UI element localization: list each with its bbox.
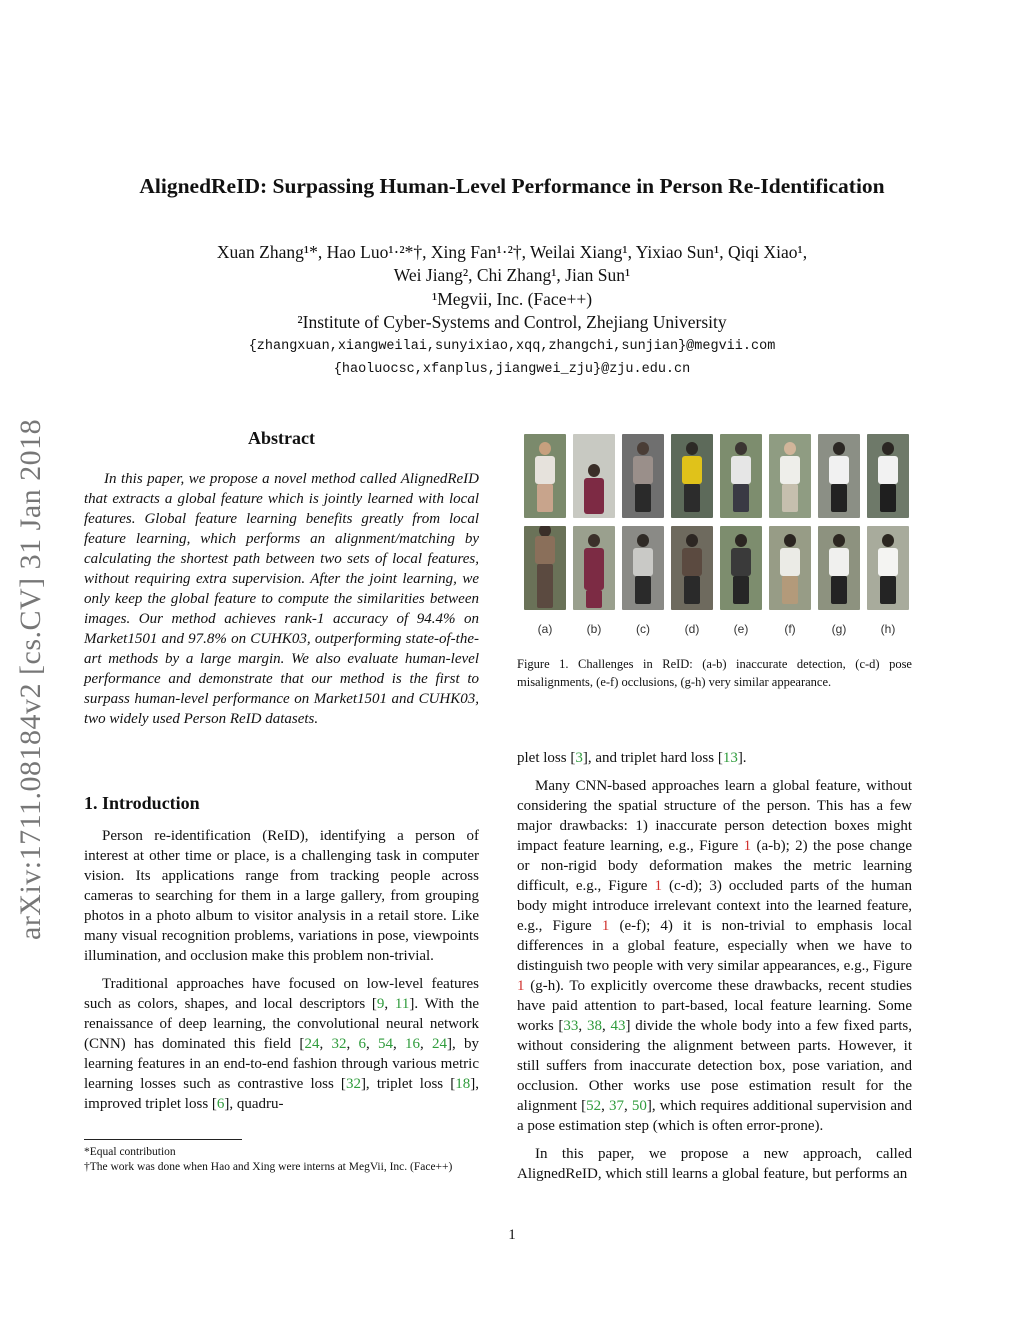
figure-reference-link[interactable]: 1: [601, 918, 610, 934]
figure-label: (b): [586, 622, 602, 636]
citation-link[interactable]: 33: [563, 1018, 579, 1034]
citation-link[interactable]: 3: [575, 750, 583, 766]
abstract-body: [84, 469, 479, 729]
person-image-a-bottom: [524, 526, 566, 610]
paper-title: AlignedReID: Surpassing Human-Level Performance in Person Re-Identification: [139, 174, 885, 198]
footnote-equal-contribution: *Equal contribution: [84, 1146, 176, 1158]
right-paragraph-continued: plet loss [3], and triplet hard loss [13].: [517, 750, 747, 766]
abstract-heading: Abstract: [248, 428, 315, 448]
figure-label: (d): [684, 622, 700, 636]
person-image-f-bottom: [769, 526, 811, 610]
arxiv-stamp: arXiv:1711.08184v2 [cs.CV] 31 Jan 2018: [14, 418, 47, 940]
figure-label: (g): [831, 622, 847, 636]
person-image-g-bottom: [818, 526, 860, 610]
person-image-d-top: [671, 434, 713, 518]
introduction-right-column: [517, 748, 912, 1184]
right-paragraph-2: In this paper, we propose a new approach, called AlignedReID, which still learns a global feature, but performs an: [517, 1146, 912, 1182]
person-image-f-top: [769, 434, 811, 518]
citation-link[interactable]: 37: [608, 1098, 624, 1114]
abstract-text: In this paper, we propose a novel method called AlignedReID that extracts a global feature which is jointly learned with local features. Global feature learning benefits greatly from local feature learning, which performs an alignment/matching by calculating the shortest path between two sets of local features, without requiring extra supervision. After the joint learning, we only keep the global feature to compute the similarities between images. Our method achieves rank-1 accuracy of 94.4% on Market1501 and 97.8% on CUHK03, outperforming state-of-the-art methods by a large margin. We also evaluate human-level performance and demonstrate that our method is the first to surpass human-level performance on Market1501 and CUHK03, two widely used Person ReID datasets.: [84, 471, 479, 727]
email-zju: {haoluocsc,xfanplus,jiangwei_zju}@zju.edu.cn: [333, 362, 691, 377]
person-image-h-bottom: [867, 526, 909, 610]
citation-link[interactable]: 6: [358, 1036, 366, 1052]
citation-link[interactable]: 6: [216, 1096, 225, 1112]
affiliation-megvii: ¹Megvii, Inc. (Face++): [431, 289, 593, 309]
right-paragraph-1: Many CNN-based approaches learn a global feature, without considering the spatial structure of the person. This has a few major drawbacks: 1) inaccurate person detection boxes might impact feature learning, e.g., Figure 1 (a-b); 2) the pose change or non-rigid body deformation makes the metric learning difficult, e.g., Figure 1 (c-d); 3) occluded parts of the human body might introduce irrelevant context into the learned feature, e.g., Figure 1 (e-f); 4) it is non-trivial to emphasis local differences in a global feature, especially when we have to distinguish two people with very similar appearances, e.g., Figure 1 (g-h). To explicitly overcome these drawbacks, recent studies have paid attention to part-based, local feature learning. Some works [33, 38, 43] divide the whole body into a few fixed parts, without considering the alignment between parts. However, it still suffers from inaccurate detection box, pose variation, and occlusion. Other works use pose estimation result for the alignment [52, 37, 50], which requires additional supervision and a pose estimation step (which is often error-prone).: [517, 778, 912, 1134]
figure-reference-link[interactable]: 1: [517, 978, 525, 994]
citation-link[interactable]: 16: [405, 1036, 420, 1052]
citation-link[interactable]: 18: [455, 1076, 471, 1092]
citation-link[interactable]: 13: [722, 750, 738, 766]
affiliation-zju: ²Institute of Cyber-Systems and Control, Zhejiang University: [297, 312, 727, 332]
figure-reference-link[interactable]: 1: [654, 878, 662, 894]
citation-link[interactable]: 24: [432, 1036, 448, 1052]
person-image-c-top: [622, 434, 664, 518]
figure-1: [520, 432, 916, 642]
person-image-e-bottom: [720, 526, 762, 610]
email-megvii: {zhangxuan,xiangweilai,sunyixiao,xqq,zhangchi,sunjian}@megvii.com: [248, 339, 776, 354]
figure-label: (f): [784, 622, 796, 636]
citation-link[interactable]: 50: [631, 1098, 647, 1114]
person-image-e-top: [720, 434, 762, 518]
person-image-g-top: [818, 434, 860, 518]
person-image-d-bottom: [671, 526, 713, 610]
citation-link[interactable]: 54: [377, 1036, 393, 1052]
introduction-left-column: [84, 826, 479, 1114]
figure-label: (h): [880, 622, 896, 636]
citation-link[interactable]: 38: [586, 1018, 602, 1034]
footnote-internship: †The work was done when Hao and Xing were interns at MegVii, Inc. (Face++): [84, 1161, 453, 1173]
author-list-line2: Wei Jiang², Chi Zhang¹, Jian Sun¹: [393, 265, 631, 285]
figure-1-caption: Figure 1. Challenges in ReID: (a-b) inaccurate detection, (c-d) pose misalignments, (e-f) occlusions, (g-h) very similar appearance.: [517, 657, 912, 689]
citation-link[interactable]: 52: [586, 1098, 602, 1114]
citation-link[interactable]: 32: [331, 1036, 347, 1052]
person-image-b-top: [573, 434, 615, 518]
intro-paragraph-1: Person re-identification (ReID), identifying a person of interest at other time or place, is a challenging task in computer vision. Its applications range from tracking people across cameras to searching for them in a large gallery, from grouping photos in a photo album to visitor analysis in a retail store. Like many visual recognition problems, variations in pose, viewpoints illumination, and occlusion make this problem non-trivial.: [84, 828, 479, 964]
author-list-line1: Xuan Zhang¹*, Hao Luo¹·²*†, Xing Fan¹·²†, Weilai Xiang¹, Yixiao Sun¹, Qiqi Xiao¹,: [216, 242, 808, 262]
figure-label: (e): [733, 622, 749, 636]
person-image-h-top: [867, 434, 909, 518]
section-heading-introduction: 1. Introduction: [84, 793, 200, 813]
person-image-a-top: [524, 434, 566, 518]
citation-link[interactable]: 32: [345, 1076, 361, 1092]
figure-label: (a): [537, 622, 553, 636]
intro-paragraph-2: Traditional approaches have focused on low-level features such as colors, shapes, and local descriptors [9, 11]. With the renaissance of deep learning, the convolutional neural network (CNN) has dominated this field [24, 32, 6, 54, 16, 24], by learning features in an end-to-end fashion through various metric learning losses such as contrastive loss [32], triplet loss [18], improved triplet loss [6], quadru-: [84, 976, 480, 1112]
figure-label: (c): [636, 622, 650, 636]
person-image-b-bottom: [573, 526, 615, 610]
footnote-rule: [84, 1139, 242, 1140]
citation-link[interactable]: 11: [394, 996, 410, 1012]
citation-link[interactable]: 24: [304, 1036, 320, 1052]
person-image-c-bottom: [622, 526, 664, 610]
figure-reference-link[interactable]: 1: [743, 838, 752, 854]
footnotes: [84, 1145, 484, 1175]
citation-link[interactable]: 9: [376, 996, 385, 1012]
page-number: 1: [508, 1227, 516, 1243]
citation-link[interactable]: 43: [610, 1018, 626, 1034]
